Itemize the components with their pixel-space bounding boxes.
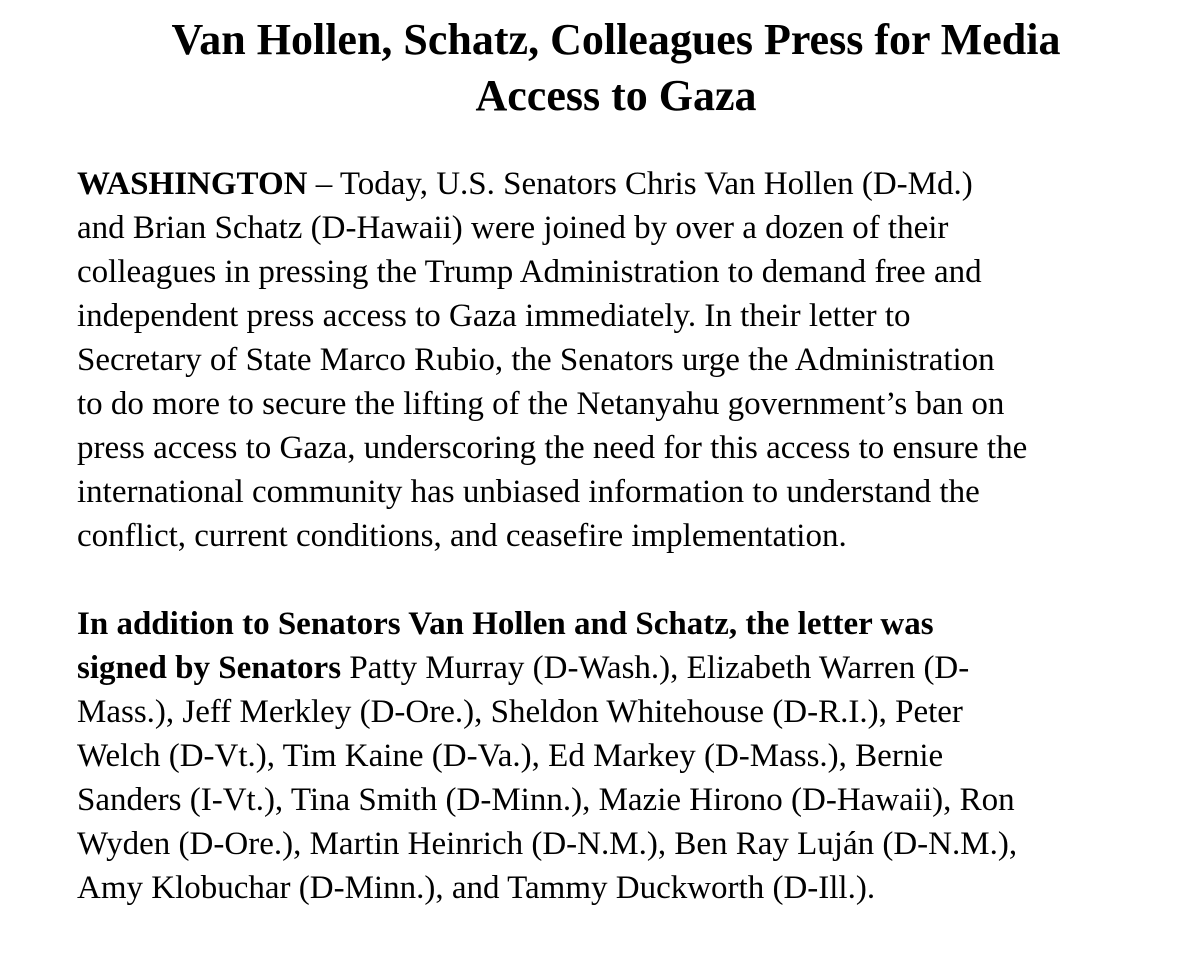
signed-by-label: signed by Senators <box>77 650 342 686</box>
paragraph-2-line-2 <box>77 646 1157 690</box>
paragraph-1-line: colleagues in pressing the Trump Administration to demand free and <box>77 254 982 290</box>
paragraph-2-line: Mass.), Jeff Merkley (D-Ore.), Sheldon Whitehouse (D-R.I.), Peter <box>77 694 963 730</box>
paragraph-2-line: Sanders (I-Vt.), Tina Smith (D-Minn.), Mazie Hirono (D-Hawaii), Ron <box>77 782 1015 818</box>
title-line-2: Access to Gaza <box>475 71 757 120</box>
paragraph-2-line: Wyden (D-Ore.), Martin Heinrich (D-N.M.), Ben Ray Luján (D-N.M.), <box>77 826 1018 862</box>
paragraph-2-bold-line-1: In addition to Senators Van Hollen and Schatz, the letter was <box>77 606 934 642</box>
paragraph-1-line-1 <box>77 162 1157 206</box>
dateline: WASHINGTON <box>77 166 308 202</box>
paragraph-1-line: independent press access to Gaza immediately. In their letter to <box>77 298 911 334</box>
paragraph-1-line-1-text: – Today, U.S. Senators Chris Van Hollen (D-Md.) <box>307 166 973 202</box>
paragraph-2-line: Welch (D-Vt.), Tim Kaine (D-Va.), Ed Markey (D-Mass.), Bernie <box>77 738 944 774</box>
paragraph-2-line: Amy Klobuchar (D-Minn.), and Tammy Duckworth (D-Ill.). <box>77 870 876 906</box>
paragraph-1-line: to do more to secure the lifting of the Netanyahu government’s ban on <box>77 386 1005 422</box>
page-title <box>41 12 1191 124</box>
paragraph-1-line: Secretary of State Marco Rubio, the Senators urge the Administration <box>77 342 995 378</box>
body-paragraph-2 <box>77 602 1157 910</box>
paragraph-1-line: international community has unbiased information to understand the <box>77 474 980 510</box>
body-paragraph-1 <box>77 162 1157 558</box>
paragraph-1-line: conflict, current conditions, and ceasefire implementation. <box>77 518 847 554</box>
paragraph-1-line: press access to Gaza, underscoring the need for this access to ensure the <box>77 430 1028 466</box>
title-line-1: Van Hollen, Schatz, Colleagues Press for Media <box>171 15 1061 64</box>
paragraph-2-line-2-text: Patty Murray (D-Wash.), Elizabeth Warren (D- <box>341 650 970 686</box>
paragraph-1-line: and Brian Schatz (D-Hawaii) were joined by over a dozen of their <box>77 210 949 246</box>
